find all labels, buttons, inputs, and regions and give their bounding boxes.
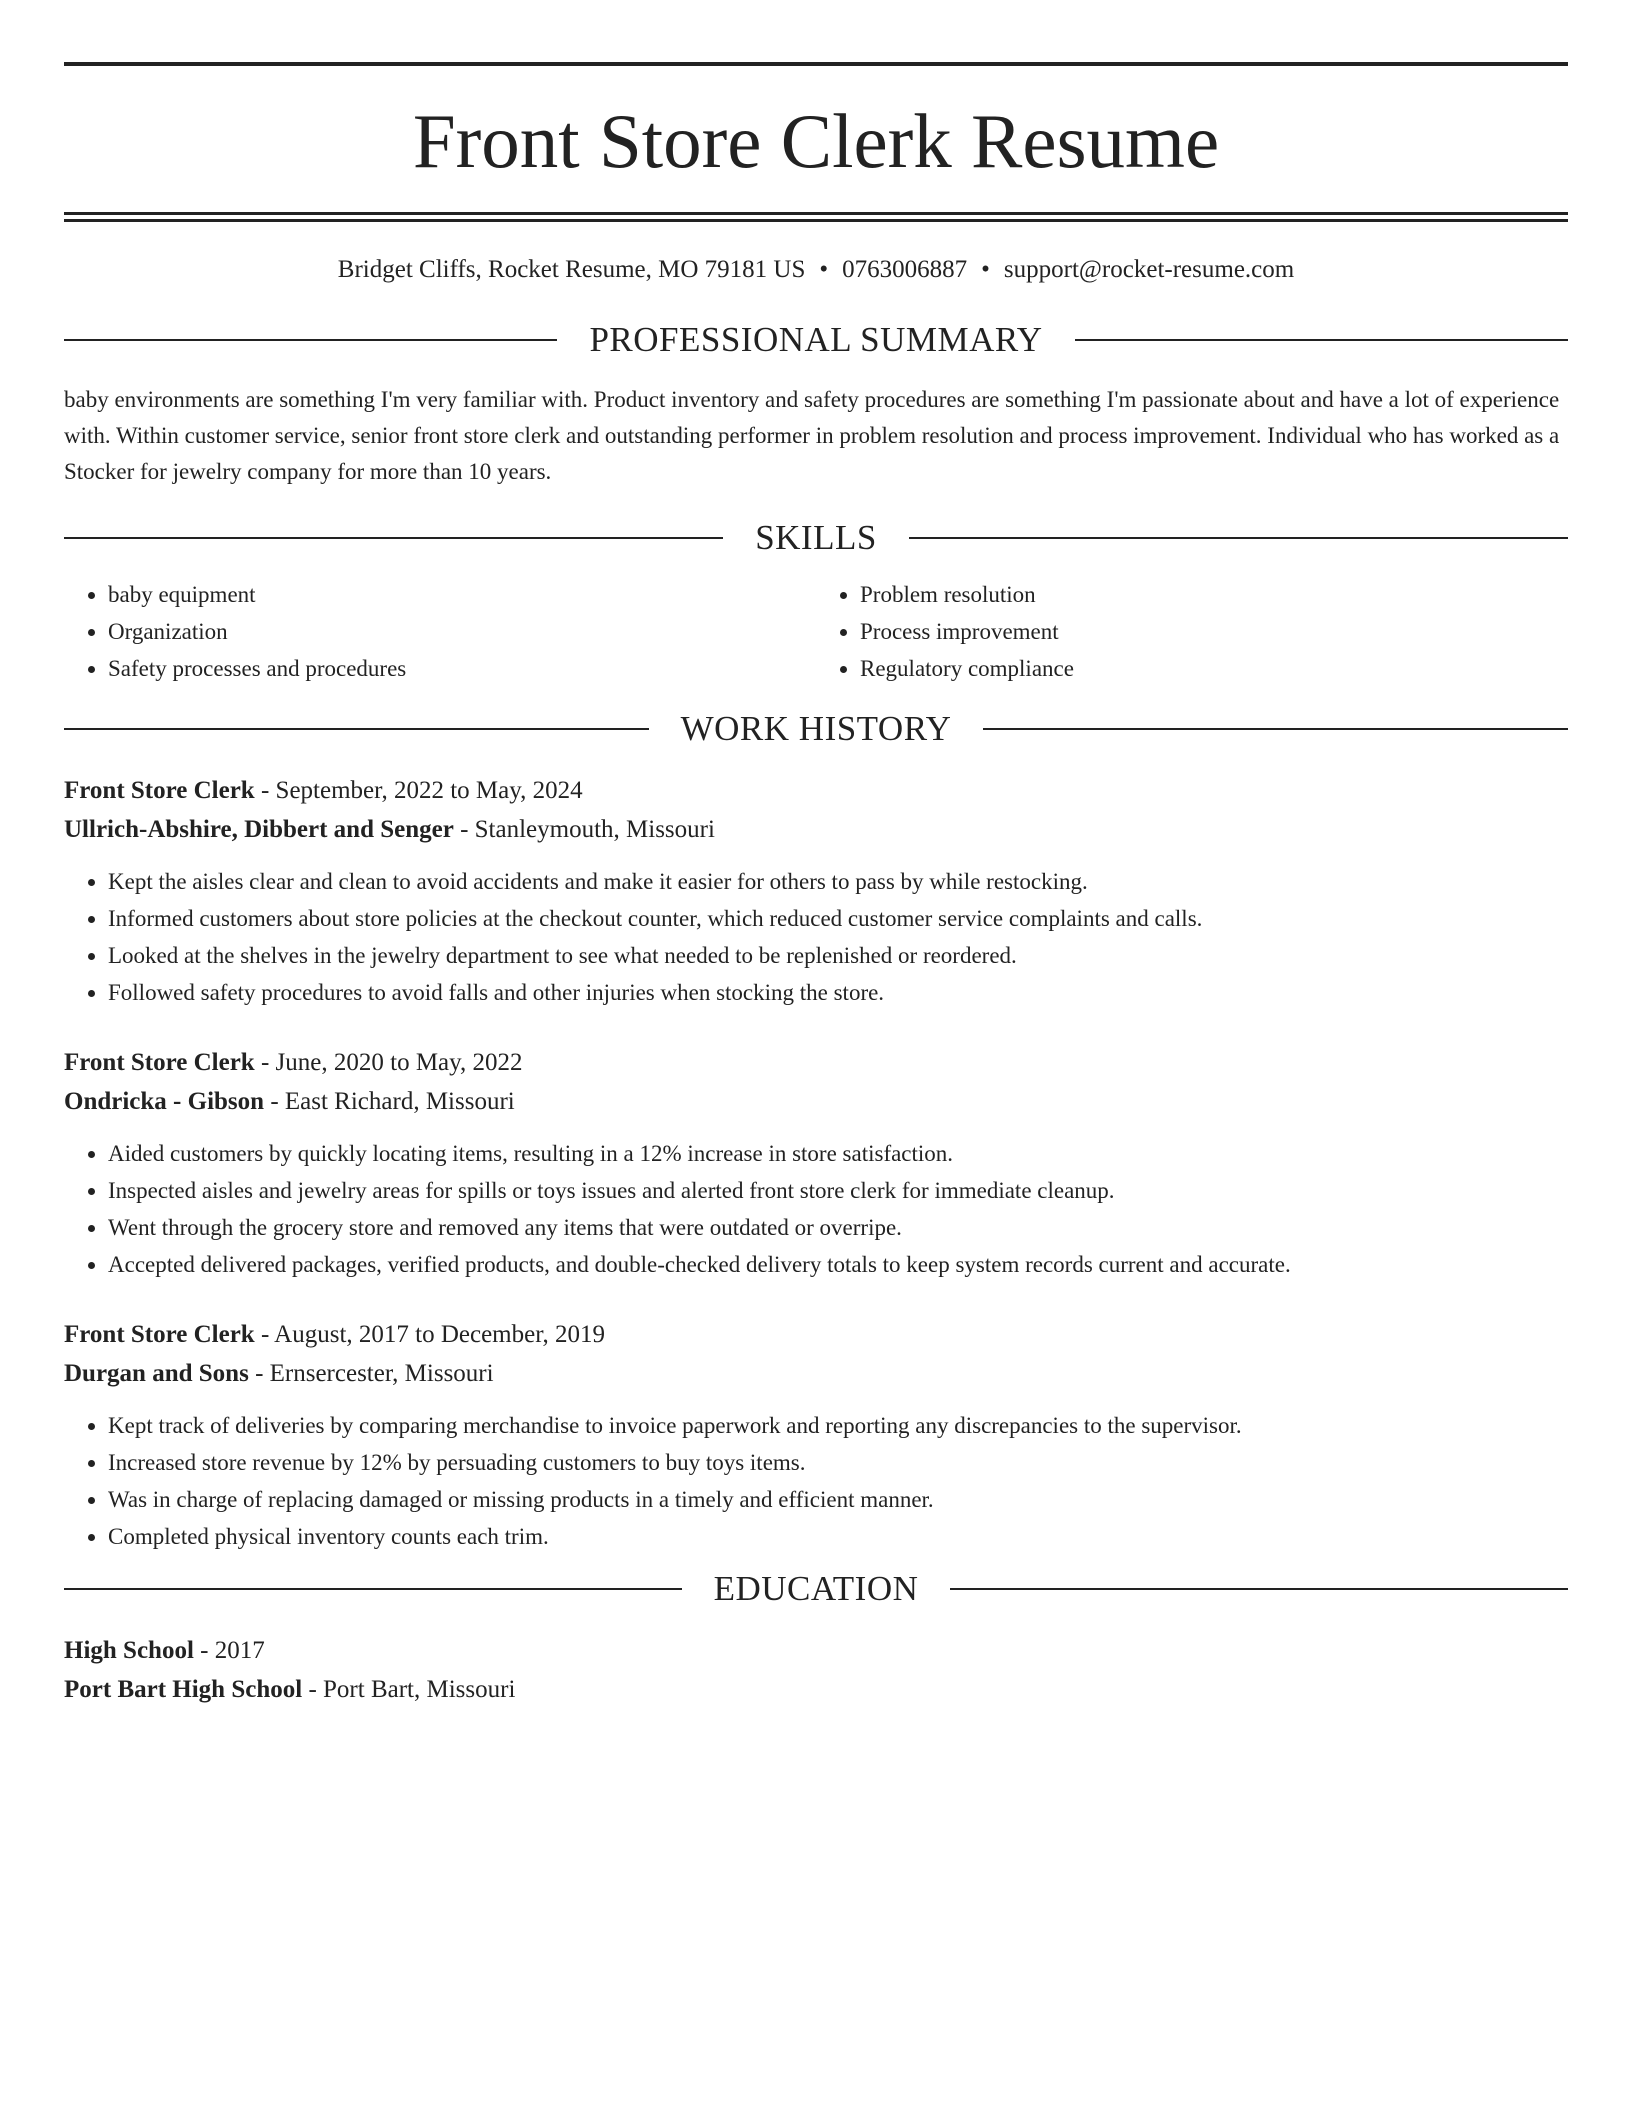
resume-title: Front Store Clerk Resume <box>412 98 1220 184</box>
job-bullet: • Aided customers by quickly locating items, resulting in a 12% increase in store satisfaction. <box>108 1135 1568 1172</box>
work-heading-label: WORK HISTORY <box>680 709 952 748</box>
heading-rule <box>64 339 557 341</box>
job-location: - East Richard, Missouri <box>264 1088 515 1115</box>
skill-item: • Safety processes and procedures <box>108 650 816 687</box>
job-title: Front Store Clerk <box>64 1321 255 1348</box>
job-company-line <box>64 1354 1568 1393</box>
summary-section-heading <box>64 320 1568 360</box>
contact-email: support@rocket-resume.com <box>1003 256 1295 283</box>
job-location: - Ernsercester, Missouri <box>248 1360 494 1387</box>
skills-list <box>64 576 1568 687</box>
heading-rule <box>1075 339 1568 341</box>
skill-item: • Regulatory compliance <box>860 650 1568 687</box>
work-section-heading <box>64 709 1568 749</box>
skills-column-left <box>64 576 816 687</box>
job-bullet: • Increased store revenue by 12% by persuading customers to buy toys items. <box>108 1444 1568 1481</box>
title-double-rule <box>64 212 1568 222</box>
summary-text: baby environments are something I'm very familiar with. Product inventory and safety procedures are something I'm passionate about and have a lot of experience with. Within customer service, senior front store clerk and outstanding performer in problem resolution and process improvement. Individual who has worked as a Stocker for jewelry company for more than 10 years. <box>64 387 1560 484</box>
education-year: - 2017 <box>193 1637 265 1664</box>
heading-rule <box>64 728 649 730</box>
education-degree: High School <box>64 1637 194 1664</box>
heading-rule <box>950 1588 1568 1590</box>
job-company-line <box>64 1082 1568 1121</box>
education-entry <box>64 1631 1568 1709</box>
job-company-line <box>64 810 1568 849</box>
job-title-line <box>64 771 1568 810</box>
job-title: Front Store Clerk <box>64 1049 255 1076</box>
heading-rule <box>983 728 1568 730</box>
job-dates: - September, 2022 to May, 2024 <box>254 777 583 804</box>
skill-item: • baby equipment <box>108 576 816 613</box>
summary-heading-label: PROFESSIONAL SUMMARY <box>589 320 1043 359</box>
job-bullet: • Accepted delivered packages, verified products, and double-checked delivery totals to keep system records current and accurate. <box>108 1246 1568 1283</box>
job-bullet: • Looked at the shelves in the jewelry department to see what needed to be replenished or reordered. <box>108 937 1568 974</box>
job-bullet: • Was in charge of replacing damaged or missing products in a timely and efficient manner. <box>108 1481 1568 1518</box>
skill-item: • Problem resolution <box>860 576 1568 613</box>
heading-rule <box>64 1588 682 1590</box>
contact-address: Bridget Cliffs, Rocket Resume, MO 79181 US <box>337 256 806 283</box>
job-company: Durgan and Sons <box>64 1360 249 1387</box>
job-entry <box>64 771 1568 1011</box>
job-bullets <box>64 1135 1568 1283</box>
job-bullet: • Kept track of deliveries by comparing merchandise to invoice paperwork and reporting any discrepancies to the supervisor. <box>108 1407 1568 1444</box>
education-location: - Port Bart, Missouri <box>302 1676 516 1703</box>
education-school: Port Bart High School <box>64 1676 303 1703</box>
heading-rule <box>909 537 1568 539</box>
job-entry <box>64 1043 1568 1283</box>
job-entry <box>64 1315 1568 1555</box>
resume-page <box>64 62 1568 1709</box>
job-bullet: • Completed physical inventory counts each trim. <box>108 1518 1568 1555</box>
contact-separator: • <box>981 256 990 283</box>
contact-phone: 0763006887 <box>842 256 968 283</box>
job-bullet: • Followed safety procedures to avoid falls and other injuries when stocking the store. <box>108 974 1568 1011</box>
job-dates: - August, 2017 to December, 2019 <box>254 1321 606 1348</box>
job-bullets <box>64 863 1568 1011</box>
skills-column-right <box>816 576 1568 687</box>
job-company: Ondricka - Gibson <box>64 1088 265 1115</box>
job-company: Ullrich-Abshire, Dibbert and Senger <box>64 816 454 843</box>
skill-item: • Process improvement <box>860 613 1568 650</box>
top-rule <box>64 62 1568 66</box>
job-location: - Stanleymouth, Missouri <box>453 816 715 843</box>
education-heading-label: EDUCATION <box>713 1569 919 1608</box>
skills-heading-label: SKILLS <box>755 518 877 557</box>
job-title: Front Store Clerk <box>64 777 255 804</box>
education-school-line <box>64 1670 1568 1709</box>
job-dates: - June, 2020 to May, 2022 <box>254 1049 523 1076</box>
skill-item: • Organization <box>108 613 816 650</box>
contact-line <box>64 254 1568 286</box>
job-bullet: • Inspected aisles and jewelry areas for spills or toys issues and alerted front store clerk for immediate cleanup. <box>108 1172 1568 1209</box>
heading-rule <box>64 537 723 539</box>
contact-separator: • <box>819 256 829 283</box>
job-title-line <box>64 1043 1568 1082</box>
skills-section-heading <box>64 518 1568 558</box>
job-title-line <box>64 1315 1568 1354</box>
job-bullet: • Informed customers about store policies at the checkout counter, which reduced customer service complaints and calls. <box>108 900 1568 937</box>
job-bullet: • Went through the grocery store and removed any items that were outdated or overripe. <box>108 1209 1568 1246</box>
education-degree-line <box>64 1631 1568 1670</box>
job-bullets <box>64 1407 1568 1555</box>
job-bullet: • Kept the aisles clear and clean to avoid accidents and make it easier for others to pass by while restocking. <box>108 863 1568 900</box>
education-section-heading <box>64 1569 1568 1609</box>
